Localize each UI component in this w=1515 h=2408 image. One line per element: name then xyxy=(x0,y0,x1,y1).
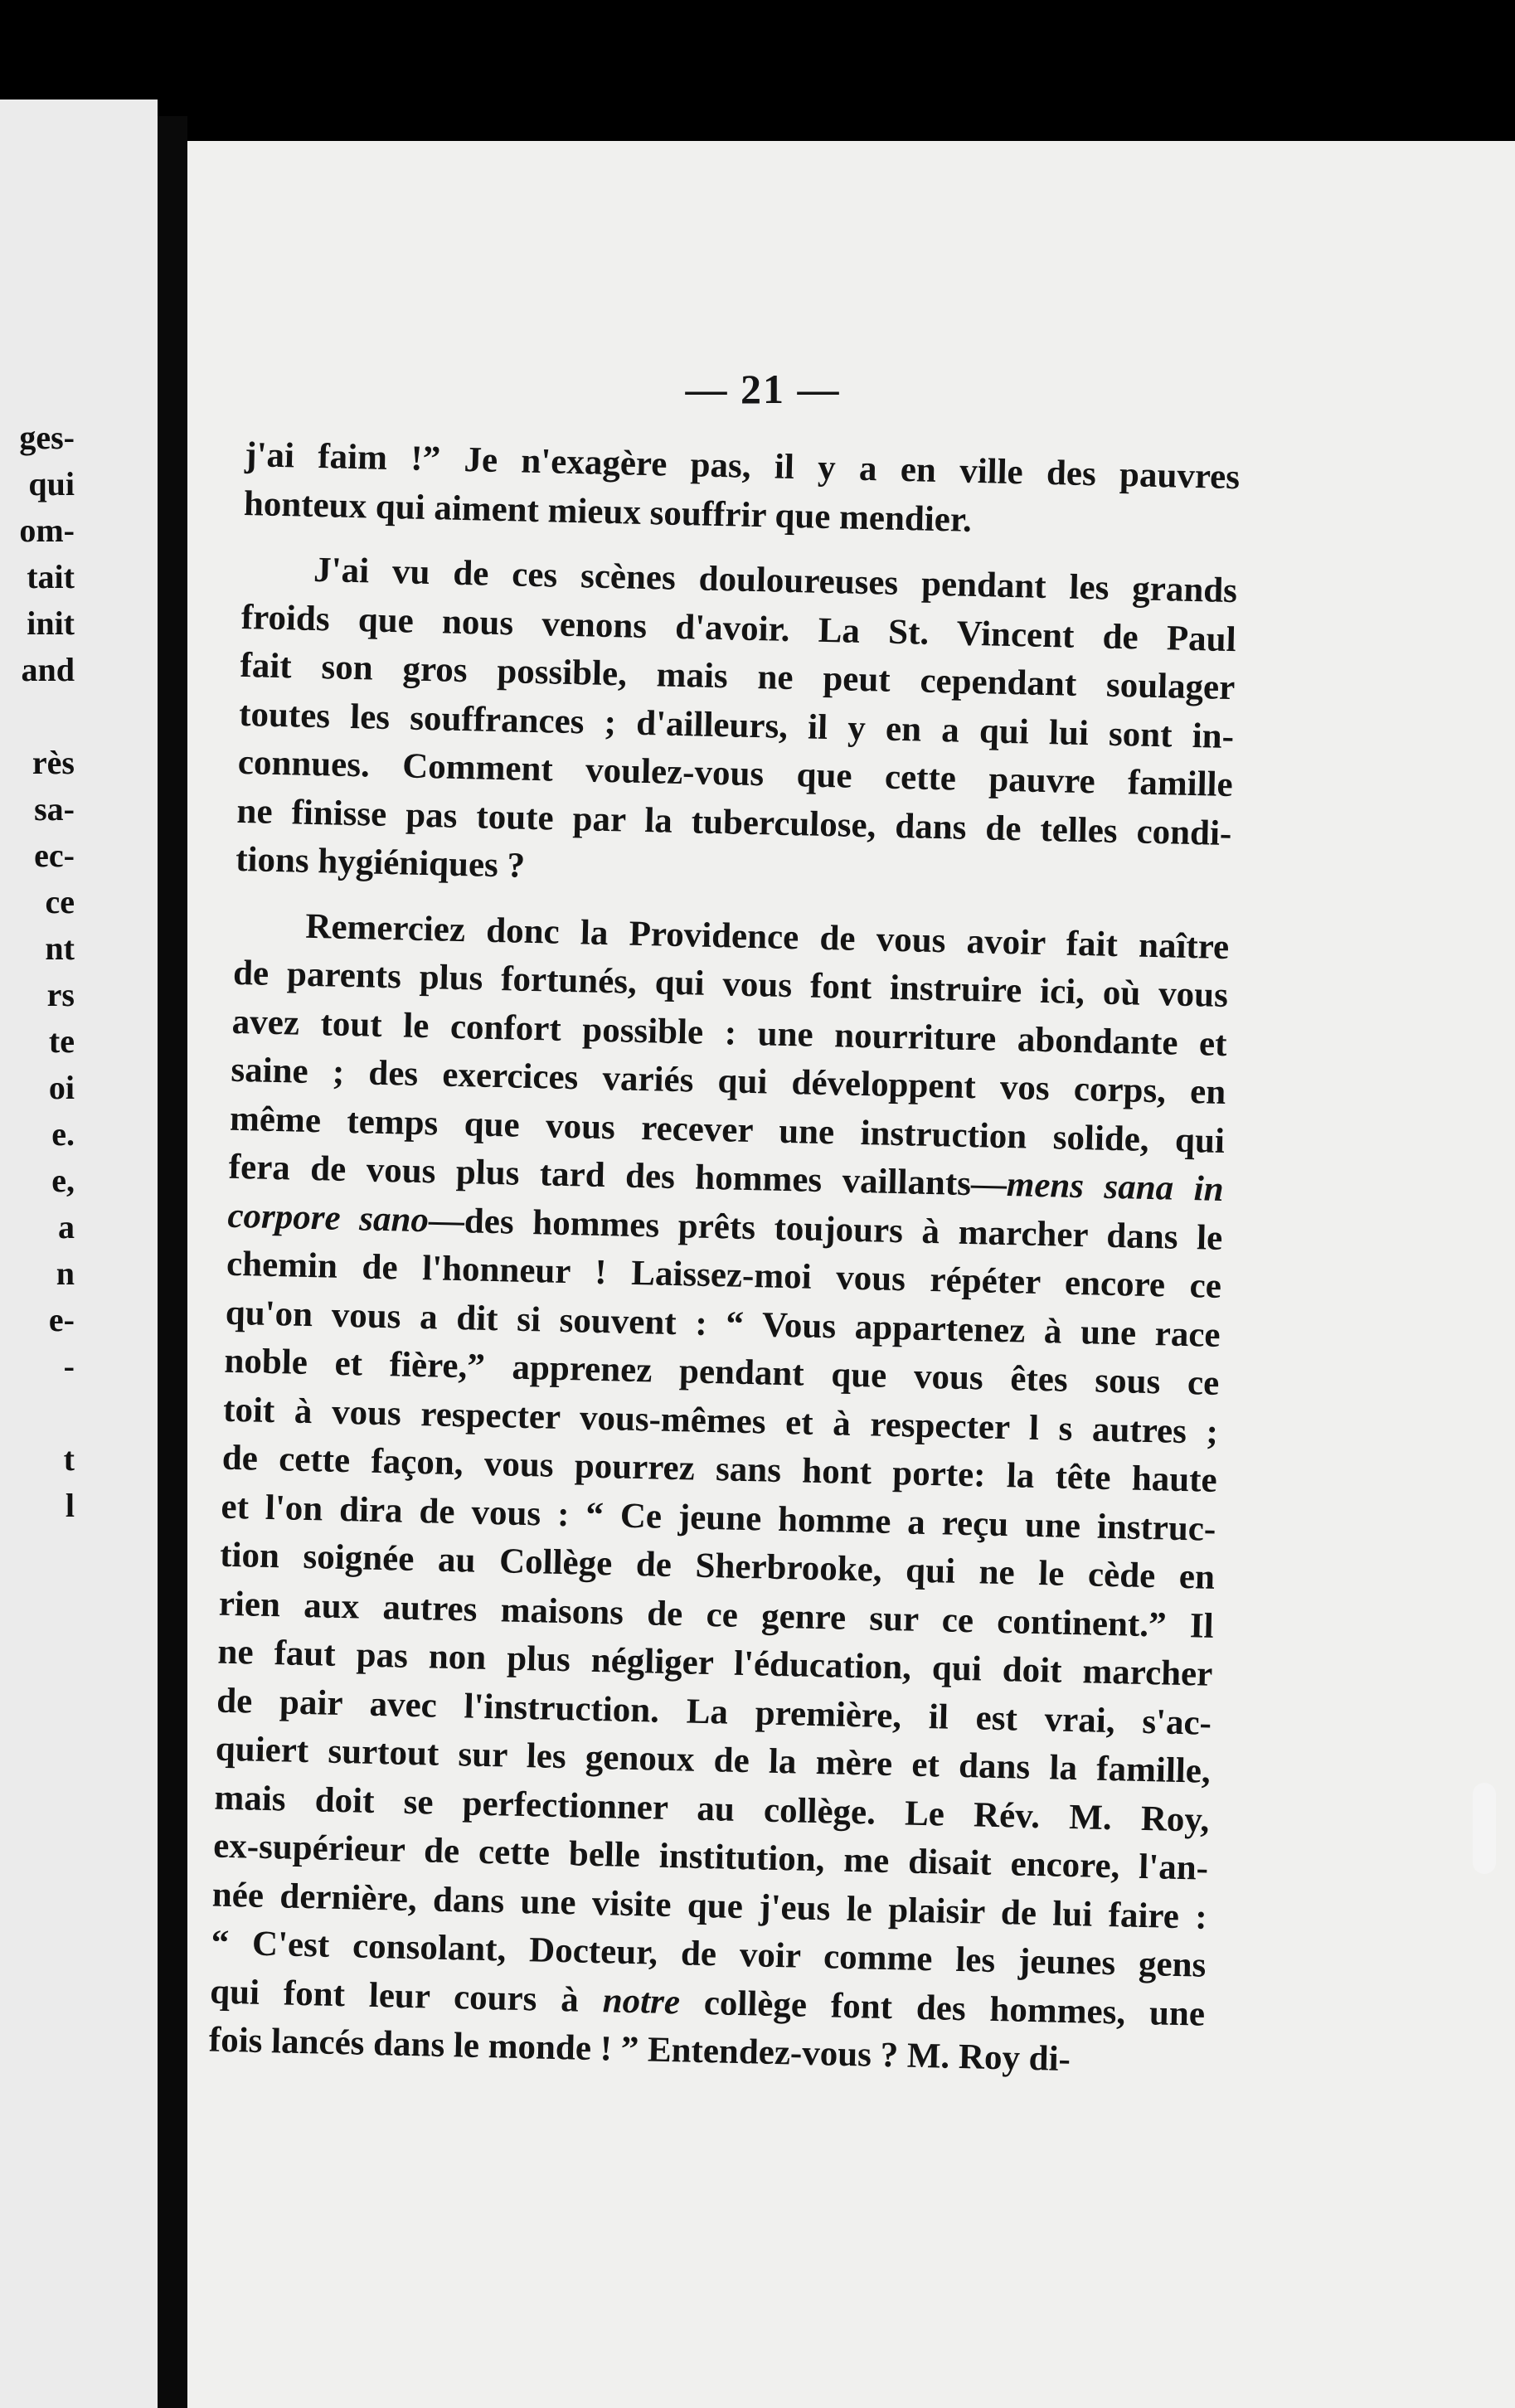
paragraph xyxy=(208,901,1230,2087)
previous-page-fragment: te xyxy=(48,1022,75,1060)
text-line: mais doit se perfectionner au collège. Le Rév. M. Roy, xyxy=(214,1778,1210,1840)
emphasized-word: notre xyxy=(602,1980,681,2022)
previous-page-fragment xyxy=(0,1529,75,1575)
previous-page-fragment xyxy=(0,1390,75,1436)
text-line: rien aux autres maisons de ce genre sur ce continent.” Il xyxy=(218,1584,1215,1646)
previous-page-fragment: and xyxy=(21,651,75,688)
previous-page-fragment: e. xyxy=(51,1115,75,1153)
text-line: fait son gros possible, mais ne peut cependant soulager xyxy=(240,645,1236,708)
text-line: noble et fière,” apprenez pendant que vous êtes sous ce xyxy=(224,1341,1220,1403)
previous-page-fragment: n xyxy=(56,1255,75,1292)
previous-page-fragment: om- xyxy=(19,512,75,549)
text-line: toit à vous respecter vous-mêmes et à respecter l s autres ; xyxy=(222,1390,1219,1452)
previous-page-fragment: a xyxy=(58,1208,75,1245)
latin-phrase: mens sana in xyxy=(1006,1165,1225,1209)
previous-page-fragment xyxy=(0,693,75,740)
previous-page-fragment: tait xyxy=(27,558,75,595)
text-fragment: —des hommes prêts toujours à marcher dans le xyxy=(428,1200,1223,1258)
text-line: quiert surtout sur les genoux de la mère et dans la famille, xyxy=(215,1729,1212,1791)
paragraph xyxy=(236,545,1238,907)
text-line: chemin de l'honneur ! Laissez-moi vous répéter encore ce xyxy=(226,1244,1222,1306)
text-line: saine ; des exercices variés qui développent vos corps, en xyxy=(230,1050,1226,1113)
latin-phrase-end: corpore sano xyxy=(227,1196,430,1240)
text-line: ne faut pas non plus négliger l'éducation, qui doit marcher xyxy=(217,1632,1213,1694)
text-line: J'ai vu de ces scènes douloureuses pendant les grands xyxy=(313,550,1238,611)
previous-page-fragment: rès xyxy=(32,744,75,781)
text-line: ne finisse pas toute par la tuberculose, dans de telles condi- xyxy=(236,791,1232,853)
previous-page-fragment: ges- xyxy=(19,419,75,456)
text-line: fois lancés dans le monde ! ” Entendez-vous ? M. Roy di- xyxy=(208,2020,1071,2080)
page-body-text xyxy=(208,431,1241,2104)
previous-page-fragment: ce xyxy=(45,883,75,920)
previous-page-fragments xyxy=(0,415,75,1622)
previous-page-fragment: l xyxy=(65,1487,75,1524)
text-line: et l'on dira de vous : “ Ce jeune homme a reçu une instruc- xyxy=(221,1487,1216,1549)
text-line: qu'on vous a dit si souvent : “ Vous appartenez à une race xyxy=(225,1293,1221,1355)
text-line: Remerciez donc la Providence de vous avoir fait naître xyxy=(304,906,1230,967)
previous-page-fragment: e, xyxy=(51,1162,75,1199)
previous-page-fragment: init xyxy=(27,604,75,642)
text-line: tions hygiéniques ? xyxy=(235,839,526,886)
previous-page-fragment: oi xyxy=(48,1069,75,1106)
previous-page-edge xyxy=(0,100,158,2408)
previous-page-fragment: e- xyxy=(48,1301,75,1338)
text-line: même temps que vous recever une instruction solide, qui xyxy=(229,1099,1226,1161)
text-fragment: fera de vous plus tard des hommes vaillants— xyxy=(228,1147,1008,1205)
previous-page-fragment: sa- xyxy=(34,790,75,828)
page-clip-mark xyxy=(1473,1783,1496,1874)
text-line: “ C'est consolant, Docteur, de voir comme les jeunes gens xyxy=(211,1923,1207,1985)
previous-page-fragment: nt xyxy=(45,930,75,967)
previous-page-fragment: t xyxy=(63,1440,75,1478)
previous-page-fragment: ec- xyxy=(34,837,75,874)
book-page xyxy=(187,141,1515,2408)
text-fragment: collège font des hommes, une xyxy=(679,1982,1206,2034)
text-line: de cette façon, vous pourrez sans hont porte: la tête haute xyxy=(221,1438,1218,1500)
text-line: de pair avec l'instruction. La première, il est vrai, s'ac- xyxy=(216,1681,1212,1743)
previous-page-fragment xyxy=(0,1575,75,1622)
previous-page-fragment: qui xyxy=(28,465,75,502)
book-gutter xyxy=(158,116,187,2408)
text-line: de parents plus fortunés, qui vous font instruire ici, où vous xyxy=(232,953,1229,1016)
page-number: — 21 — xyxy=(685,366,841,412)
previous-page-fragment: - xyxy=(63,1347,75,1385)
text-line: connues. Comment voulez-vous que cette pauvre famille xyxy=(237,742,1234,805)
text-line: j'ai faim !” Je n'exagère pas, il y a en ville des pauvres xyxy=(244,435,1241,498)
text-line: froids que nous venons d'avoir. La St. Vincent de Paul xyxy=(240,597,1237,659)
previous-page-fragment: rs xyxy=(46,976,75,1013)
text-line: née dernière, dans une visite que j'eus le plaisir de lui faire : xyxy=(211,1875,1208,1937)
text-line: honteux qui aiment mieux souffrir que mendier. xyxy=(243,483,973,540)
paragraph xyxy=(243,431,1240,551)
text-line: ex-supérieur de cette belle institution, me disait encore, l'an- xyxy=(212,1826,1209,1888)
text-line: tion soignée au Collège de Sherbrooke, qui ne le cède en xyxy=(219,1535,1216,1597)
text-line: avez tout le confort possible : une nourriture abondante et xyxy=(231,1002,1228,1064)
text-fragment: qui font leur cours à xyxy=(209,1972,604,2020)
text-line: toutes les souffrances ; d'ailleurs, il y en a qui lui sont in- xyxy=(238,694,1235,756)
